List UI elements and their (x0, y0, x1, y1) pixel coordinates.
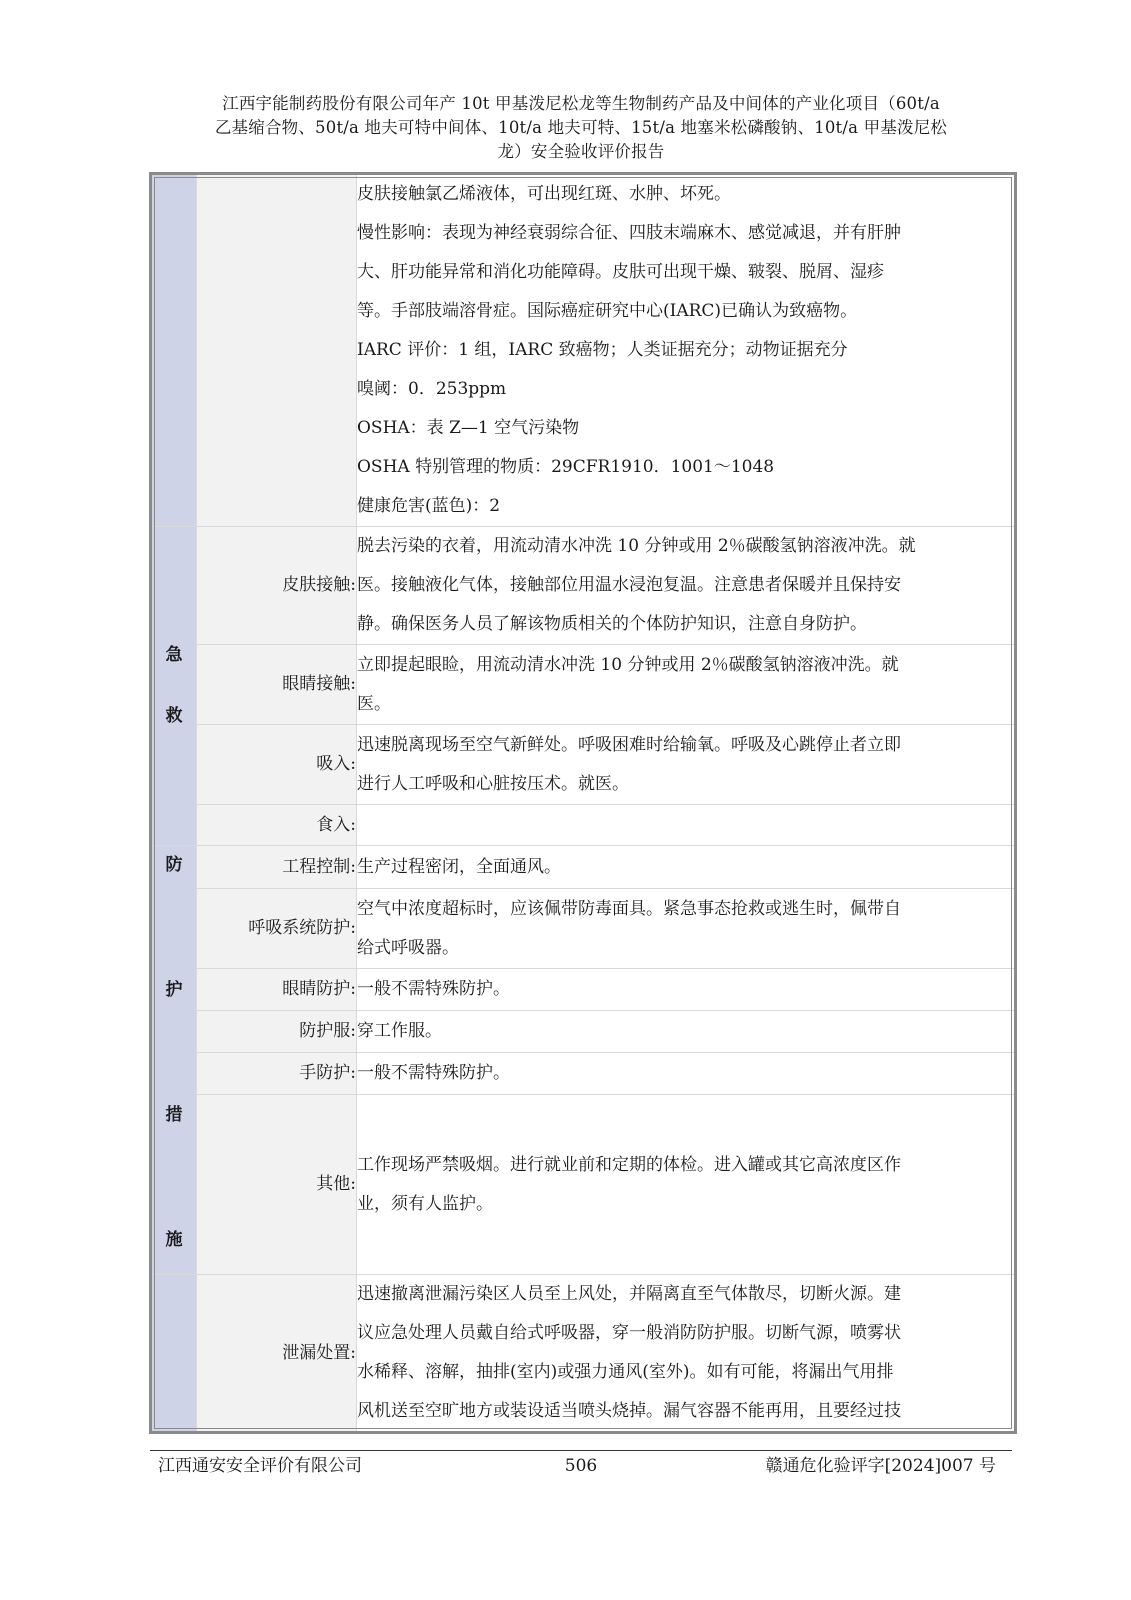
page-footer (150, 1450, 1012, 1476)
category-glyph: 护 (165, 980, 183, 1000)
first-aid-line: 医。 (357, 693, 391, 714)
leak-line: 议应急处理人员戴自给式呼吸器，穿一般消防防护服。切断气源，喷雾状 (357, 1323, 901, 1343)
category-glyph: 措 (165, 1105, 183, 1125)
leak-label: 泄漏处置: (197, 1275, 357, 1433)
health-line: IARC 评价：1 组，IARC 致癌物；人类证据充分；动物证据充分 (357, 340, 848, 360)
health-line: OSHA 特别管理的物质：29CFR1910．1001～1048 (357, 457, 775, 477)
protection-line: 业，须有人监护。 (357, 1193, 493, 1214)
protection-line: 穿工作服。 (357, 1021, 442, 1041)
protection-label: 眼睛防护: (197, 969, 357, 1011)
protection-row-eye (151, 969, 1016, 1011)
health-content (357, 174, 1016, 527)
first-aid-line: 立即提起眼睑，用流动清水冲洗 10 分钟或用 2％碳酸氢钠溶液冲洗。就 (357, 654, 899, 675)
leak-category (151, 1275, 197, 1433)
first-aid-category (151, 527, 197, 846)
msds-table (149, 172, 1017, 1434)
protection-line: 一般不需特殊防护。 (357, 1063, 510, 1083)
first-aid-row-inhale (151, 725, 1016, 805)
header-line-2: 乙基缩合物、50t/a 地夫可特中间体、10t/a 地夫可特、15t/a 地塞米松磷酸钠、10t/a 甲基泼尼松 (214, 118, 948, 137)
protection-line: 一般不需特殊防护。 (357, 979, 510, 999)
first-aid-line: 迅速脱离现场至空气新鲜处。呼吸困难时给输氧。呼吸及心跳停止者立即 (357, 734, 901, 755)
health-row (151, 174, 1016, 527)
first-aid-content (357, 725, 1016, 805)
category-glyph: 施 (165, 1230, 183, 1250)
health-line: 等。手部肢端溶骨症。国际癌症研究中心(IARC)已确认为致癌物。 (357, 301, 858, 321)
health-line: 健康危害(蓝色)：2 (357, 496, 501, 516)
protection-label: 其他: (197, 1095, 357, 1275)
first-aid-content (357, 527, 1016, 645)
first-aid-label: 眼睛接触: (197, 645, 357, 725)
first-aid-content (357, 645, 1016, 725)
health-line: 皮肤接触氯乙烯液体，可出现红斑、水肿、坏死。 (357, 184, 731, 204)
protection-content (357, 969, 1016, 1011)
first-aid-line: 进行人工呼吸和心脏按压术。就医。 (357, 773, 629, 794)
health-category-cell (151, 174, 197, 527)
health-label-cell (197, 174, 357, 527)
protection-row-hand (151, 1053, 1016, 1095)
first-aid-row-eye (151, 645, 1016, 725)
leak-line: 迅速撤离泄漏污染区人员至上风处，并隔离直至气体散尽，切断火源。建 (357, 1284, 901, 1304)
first-aid-content (357, 805, 1016, 846)
header-line-1: 江西宇能制药股份有限公司年产 10t 甲基泼尼松龙等生物制药产品及中间体的产业化项目（60t/a (222, 94, 940, 113)
health-line: 嗅阈：0．253ppm (357, 379, 507, 399)
protection-label: 工程控制: (197, 846, 357, 889)
category-glyph: 防 (165, 855, 183, 875)
protection-content (357, 846, 1016, 889)
first-aid-line: 脱去污染的衣着，用流动清水冲洗 10 分钟或用 2％碳酸氢钠溶液冲洗。就 (357, 536, 916, 556)
page-header (150, 92, 1012, 164)
protection-row-respiratory (151, 889, 1016, 969)
leak-row (151, 1275, 1016, 1433)
protection-content (357, 1011, 1016, 1053)
first-aid-label: 吸入: (197, 725, 357, 805)
protection-content (357, 889, 1016, 969)
protection-category (151, 846, 197, 1275)
footer-document-number: 赣通危化验评字[2024]007 号 (765, 1456, 996, 1476)
health-line: OSHA：表 Z—1 空气污染物 (357, 418, 580, 438)
protection-line: 工作现场严禁吸烟。进行就业前和定期的体检。进入罐或其它高浓度区作 (357, 1154, 901, 1175)
first-aid-label: 食入: (197, 805, 357, 846)
health-line: 慢性影响：表现为神经衰弱综合征、四肢末端麻木、感觉减退，并有肝肿 (357, 223, 901, 243)
protection-label: 呼吸系统防护: (197, 889, 357, 969)
leak-content (357, 1275, 1016, 1433)
footer-company: 江西通安安全评价有限公司 (158, 1456, 362, 1476)
leak-line: 水稀释、溶解，抽排(室内)或强力通风(室外)。如有可能，将漏出气用排 (357, 1362, 894, 1382)
protection-row-clothing (151, 1011, 1016, 1053)
protection-line: 空气中浓度超标时，应该佩带防毒面具。紧急事态抢救或逃生时，佩带自 (357, 898, 901, 919)
first-aid-line: 静。确保医务人员了解该物质相关的个体防护知识，注意自身防护。 (357, 614, 867, 634)
protection-label: 防护服: (197, 1011, 357, 1053)
protection-line: 给式呼吸器。 (357, 937, 459, 958)
footer-page-number: 506 (564, 1456, 598, 1476)
first-aid-label: 皮肤接触: (197, 527, 357, 645)
first-aid-row-ingest (151, 805, 1016, 846)
protection-content (357, 1095, 1016, 1275)
first-aid-line: 医。接触液化气体，接触部位用温水浸泡复温。注意患者保暖并且保持安 (357, 575, 901, 595)
protection-row-other (151, 1095, 1016, 1275)
protection-line: 生产过程密闭，全面通风。 (357, 856, 561, 877)
protection-label: 手防护: (197, 1053, 357, 1095)
category-glyph: 救 (165, 706, 183, 726)
category-glyph: 急 (165, 645, 183, 665)
first-aid-row-skin (151, 527, 1016, 645)
protection-row-engineering (151, 846, 1016, 889)
header-line-3: 龙）安全验收评价报告 (497, 142, 665, 161)
leak-line: 风机送至空旷地方或装设适当喷头烧掉。漏气容器不能再用，且要经过技 (357, 1401, 901, 1421)
health-line: 大、肝功能异常和消化功能障碍。皮肤可出现干燥、皲裂、脱屑、湿疹 (357, 262, 884, 282)
protection-content (357, 1053, 1016, 1095)
